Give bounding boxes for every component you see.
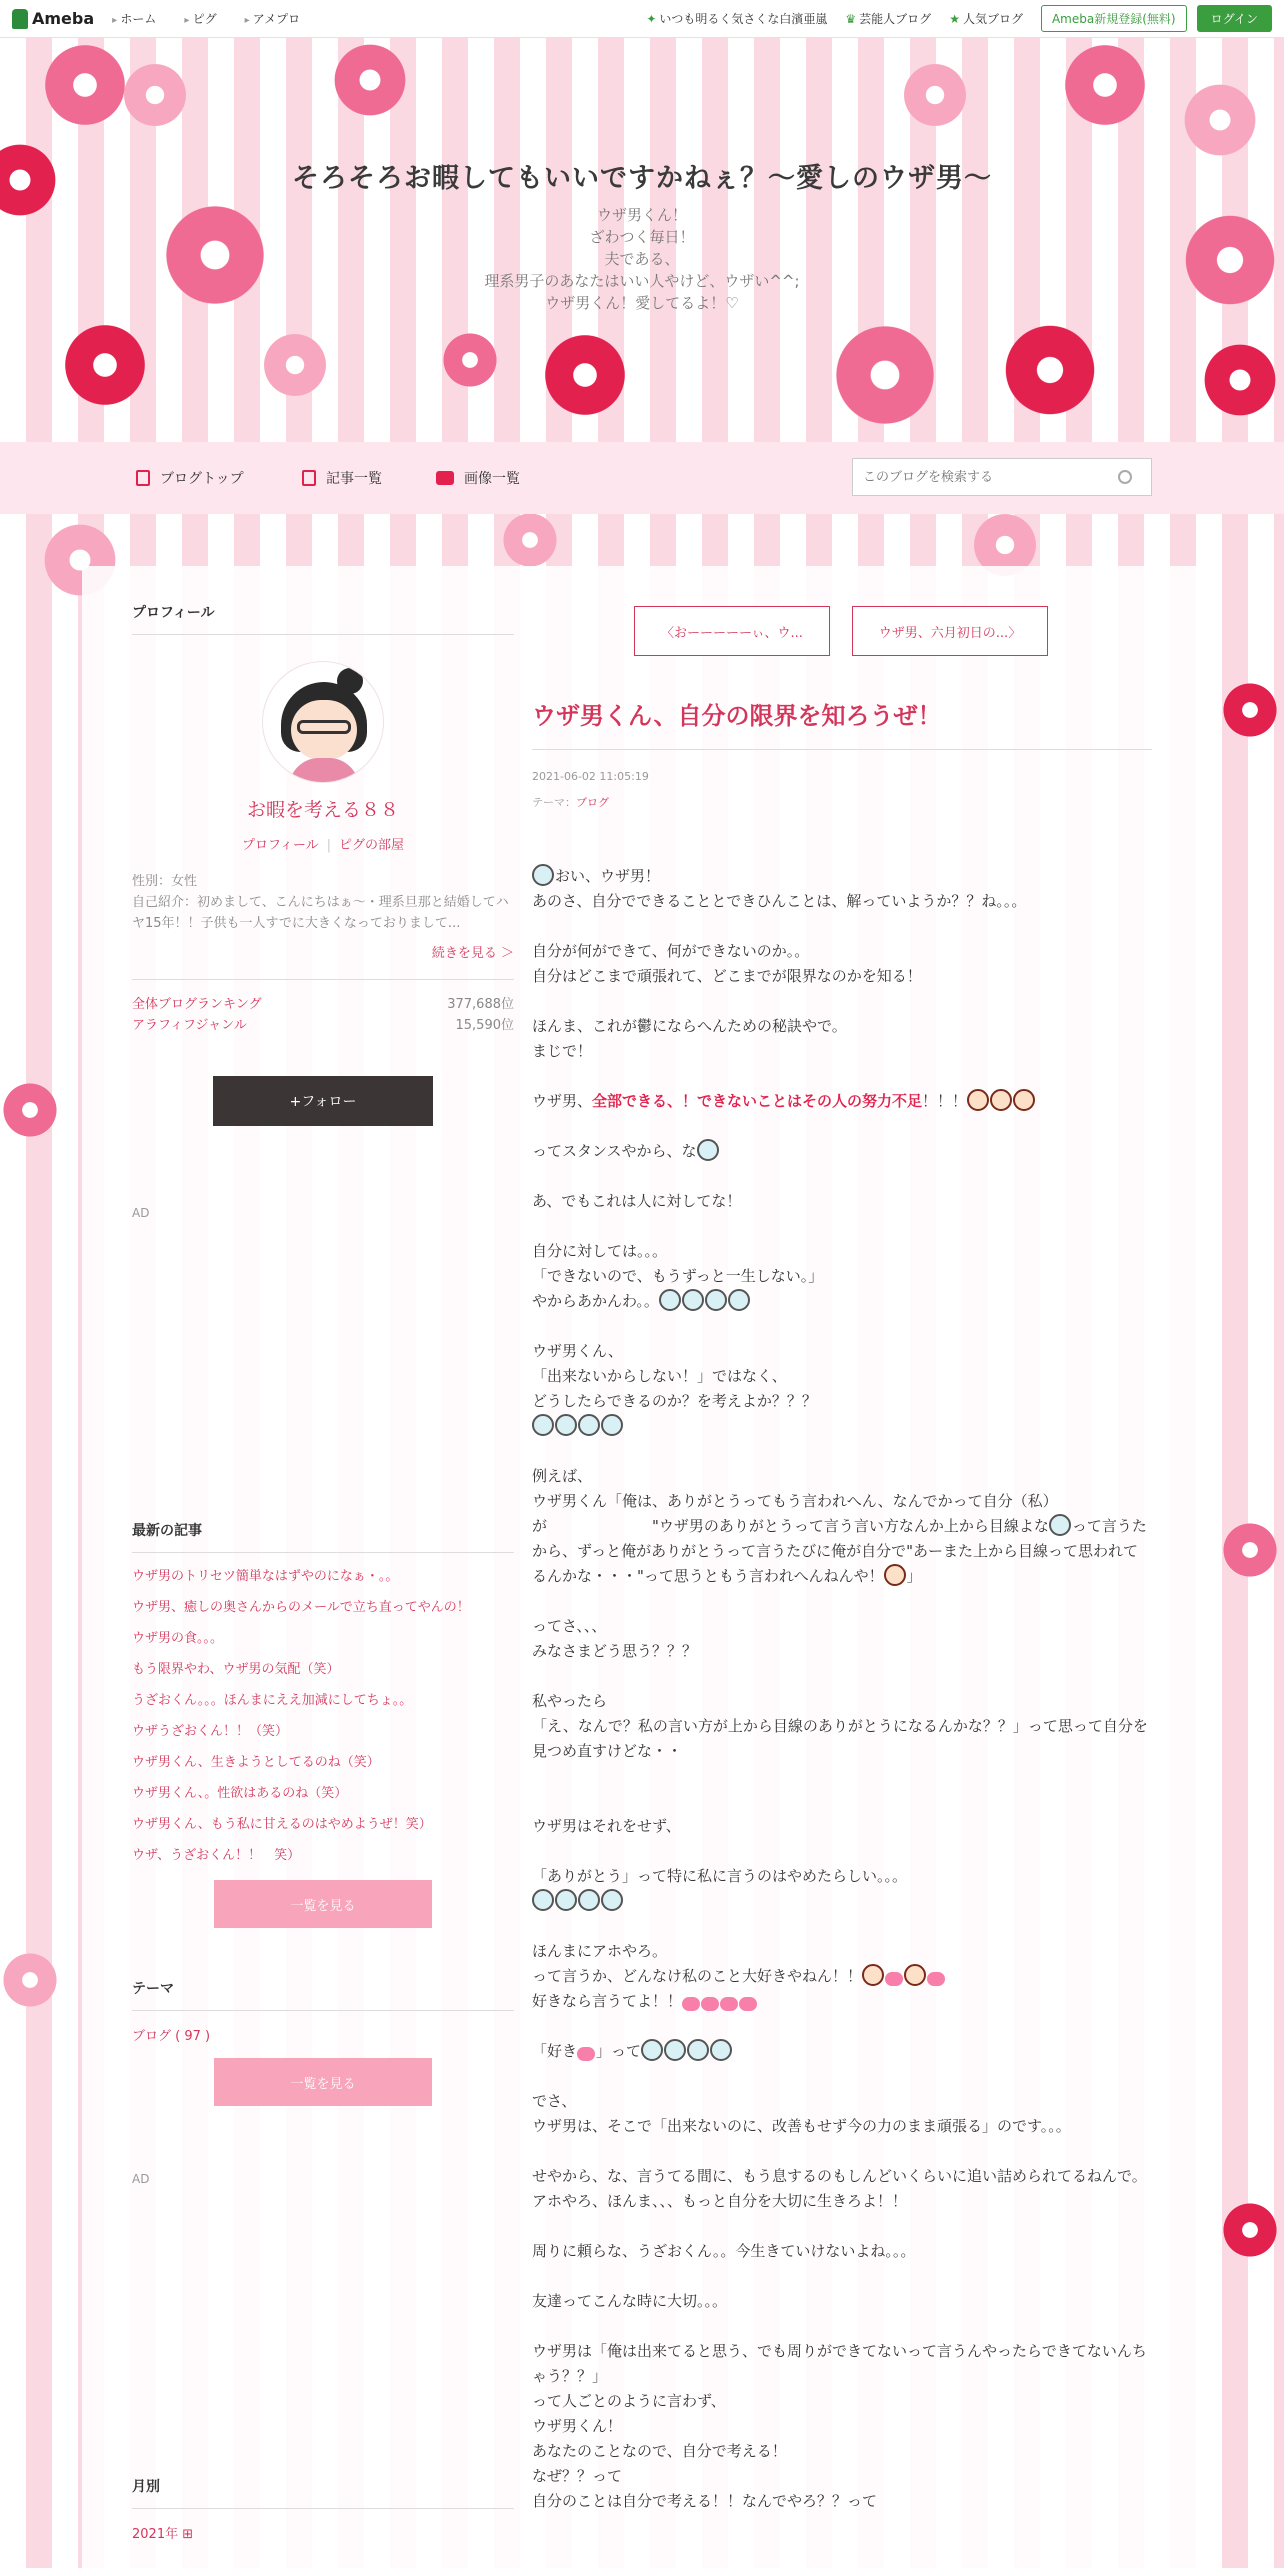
article-body: おい、ウザ男！ あのさ、自分でできることとできひんことは、解っていようか？？ね。。。 自分が何ができて、何ができないのか。。 自分はどこまで頑張れて、どこまでが限界なのかを知る！ ほんま、これが鬱にならへんための秘訣やで。 まじで！ ウザ男、全部できる、！できないことはその人の努力不足！！！ ってスタンスやから、な あ、でもこれは人に対してな！ 自分に対しては。。。 「できないので、もうずっと一生しない。」 やからあかんわ。。 ウザ男くん、 「出来ないからしない！」ではなく、 どうしたらできるのか？を考えよか？？？ 例えば、 ウザ男くん「俺は、ありがとうってもう言われへん、なんでかって自分（私）が "ウザ男のありがとうって言う言い方なんか上から目線よな って言うたから、ずっと俺がありがとうって言うたびに俺が自分で"あーまた上から目線って思われてるんかな・・・"って思うともう言われへんねんや！ 」 ってさ、、、 みなさまどう思う？？？ 私やったら 「え、なんで？私の言い方が上から目線のありがとうになるんかな？？」って思って自分を見つめ直すけどな・・ ウザ男はそれをせず、 「ありがとう」って特に私に言うのはやめたらしい。。。 ほんまにアホやろ。 って言うか、どんなけ私のこと大好きやねん！！ 好きなら言うてよ！！ 「好き 」って でさ、 ウザ男は、そこで「出来ないのに、改善もせず今の力のまま頑張る」のです。。。 せやから、な、言うてる間に、もう息するのもしんどいくらいに追い詰められてるねんで。 アホやろ、ほんま、、、もっと自分を大切に生きろよ！！ 周りに頼らな、うざおくん。。今生きていけないよね。。。 友達ってこんな時に大切。。。 ウザ男は「俺は出来てると思う、でも周りができてないって言うんやったらできてないんちゃう？？」 って人ごとのように言わず、 ウザ男くん！ あなたのことなので、自分で考える！ なぜ？？って 自分のことは自分で考える！！なんでやろ？？って xyxy=(532,864,1152,2539)
recent-article-link[interactable]: ウザ男のトリセツ簡単なはずやのになぁ・。。 xyxy=(132,1569,399,1584)
article-date: 2021-06-02 11:05:19 xyxy=(532,770,649,783)
copy-icon xyxy=(302,470,316,486)
see-all-articles-button[interactable]: 一覧を見る xyxy=(214,1880,432,1928)
emoji-icon xyxy=(697,1139,719,1161)
emoji-icon xyxy=(687,2039,709,2061)
emoji-icon xyxy=(728,1289,750,1311)
emoji-icon xyxy=(601,1889,623,1911)
follow-button[interactable]: +フォロー xyxy=(213,1076,433,1126)
heart-icon xyxy=(682,1997,700,2011)
emoji-icon xyxy=(862,1964,884,1986)
image-list-link[interactable]: 画像一覧 xyxy=(436,468,520,488)
profile-info: 性別：女性 自己紹介：初めまして、こんにちはぁ〜・理系旦那と結婚してハヤ15年！！子供も一人すでに大きくなっておりまして... xyxy=(132,874,509,931)
emoji-icon xyxy=(601,1414,623,1436)
profile-links: プロフィール | ピグの部屋 xyxy=(241,838,405,853)
emoji-icon xyxy=(532,1889,554,1911)
emoji-icon xyxy=(884,1564,906,1586)
heart-icon xyxy=(927,1972,945,1986)
ranking: 全体ブログランキング 377,688位 アラフィフジャンル 15,590位 xyxy=(132,979,514,1036)
global-nav xyxy=(112,10,328,27)
ad-label: AD xyxy=(132,1206,150,1220)
emoji-icon xyxy=(555,1889,577,1911)
heart-icon xyxy=(701,1997,719,2011)
recent-article-link[interactable]: ウザ、うざおくん！！ 笑） xyxy=(132,1848,301,1863)
emoji-icon xyxy=(578,1414,600,1436)
recent-article-link[interactable]: ウザ男の食。。。 xyxy=(132,1631,224,1646)
read-more-link[interactable]: 続きを見る ＞ xyxy=(431,946,514,961)
main-panel xyxy=(82,566,1202,2568)
recent-article-link[interactable]: ウザうざおくん！！（笑） xyxy=(132,1724,289,1739)
search-icon[interactable] xyxy=(1118,470,1132,484)
nav-home-link[interactable]: ▸ ホーム xyxy=(112,10,156,27)
nav-pigg-link[interactable]: ▸ ピグ xyxy=(184,10,216,27)
featured-blog-link[interactable]: ✦ いつも明るく気さくな白濱亜嵐 xyxy=(646,12,828,26)
blog-top-link[interactable]: ブログトップ xyxy=(136,468,244,488)
profile-heading: プロフィール xyxy=(132,602,514,635)
next-article-link[interactable]: ウザ男、六月初日の...〉 xyxy=(852,606,1048,656)
popular-blog-link[interactable]: ★ 人気ブログ xyxy=(949,12,1023,26)
recent-article-link[interactable]: ウザ男くん、もう私に甘えるのはやめようぜ！笑） xyxy=(132,1817,432,1832)
article-meta: 2021-06-02 11:05:19 テーマ：ブログ xyxy=(532,764,649,816)
camera-icon xyxy=(436,471,454,485)
emoji-icon xyxy=(1013,1089,1035,1111)
monthly-heading: 月別 xyxy=(132,2476,514,2509)
ameba-topbar xyxy=(0,0,1284,38)
emoji-icon xyxy=(578,1889,600,1911)
register-button[interactable]: Ameba新規登録(無料) xyxy=(1041,5,1187,32)
ameba-logo-icon xyxy=(12,9,28,29)
emoji-icon xyxy=(532,864,554,886)
heart-icon xyxy=(885,1972,903,1986)
emoji-icon xyxy=(682,1289,704,1311)
emoji-icon xyxy=(990,1089,1012,1111)
emoji-icon xyxy=(659,1289,681,1311)
emoji-icon xyxy=(641,2039,663,2061)
emoji-icon xyxy=(710,2039,732,2061)
login-button[interactable]: ログイン xyxy=(1197,5,1272,32)
blog-nav xyxy=(0,442,1284,514)
ad-label: AD xyxy=(132,2172,150,2186)
star-icon: ★ xyxy=(949,12,960,26)
ameba-logo[interactable]: Ameba xyxy=(12,9,94,29)
emoji-icon xyxy=(555,1414,577,1436)
heart-icon xyxy=(577,2047,595,2061)
overall-ranking-link[interactable]: 全体ブログランキング xyxy=(132,997,262,1012)
recent-article-link[interactable]: もう限界やわ、ウザ男の気配（笑） xyxy=(132,1662,340,1677)
crown-icon: ♛ xyxy=(845,12,857,26)
sidebar xyxy=(132,566,514,2542)
see-all-themes-button[interactable]: 一覧を見る xyxy=(214,2058,432,2106)
heart-icon xyxy=(739,1997,757,2011)
profile-link[interactable]: プロフィール xyxy=(241,838,319,853)
emoji-icon xyxy=(1049,1514,1071,1536)
emoji-icon xyxy=(967,1089,989,1111)
genre-ranking-link[interactable]: アラフィフジャンル xyxy=(132,1018,247,1033)
prev-article-link[interactable]: 〈おーーーーーぃ、ウ... xyxy=(634,606,830,656)
theme-heading: テーマ xyxy=(132,1978,514,2011)
recent-article-link[interactable]: うざおくん。。。ほんまにええ加減にしてちょ。。 xyxy=(132,1693,413,1708)
recent-articles xyxy=(132,1567,514,1866)
blog-header xyxy=(0,38,1284,442)
star-icon: ✦ xyxy=(646,12,657,26)
recent-article-link[interactable]: ウザ男くん、生きようとしてるのね（笑） xyxy=(132,1755,380,1770)
article-title[interactable]: ウザ男くん、自分の限界を知ろうぜ！ xyxy=(532,696,1152,750)
month-2021-link[interactable]: 2021年 ⊞ xyxy=(132,2527,194,2542)
emoji-icon xyxy=(904,1964,926,1986)
article-theme-link[interactable]: ブログ xyxy=(576,796,609,809)
emoji-icon xyxy=(532,1414,554,1436)
recent-heading: 最新の記事 xyxy=(132,1520,514,1553)
blog-search-input[interactable] xyxy=(852,458,1152,496)
article-list-link[interactable]: 記事一覧 xyxy=(302,468,382,488)
nav-amepro-link[interactable]: ▸ アメプロ xyxy=(245,10,300,27)
blog-description: ウザ男くん！ ざわつく毎日！ 夫である、 理系男子のあなたはいい人やけど、ウザい^^; ウザ男くん！愛してるよ！♡ xyxy=(484,206,800,312)
recent-article-link[interactable]: ウザ男、癒しの奥さんからのメールで立ち直ってやんの！ xyxy=(132,1600,470,1615)
pigg-room-link[interactable]: ピグの部屋 xyxy=(339,838,405,853)
blog-icon xyxy=(136,470,150,486)
heart-icon xyxy=(720,1997,738,2011)
theme-blog-link[interactable]: ブログ ( 97 ) xyxy=(132,2029,211,2044)
recent-article-link[interactable]: ウザ男くん、。性欲はあるのね（笑） xyxy=(132,1786,348,1801)
blog-title[interactable]: そろそろお暇してもいいですかねぇ？〜愛しのウザ男〜 xyxy=(292,163,992,194)
celebrity-blog-link[interactable]: ♛ 芸能人ブログ xyxy=(845,12,932,26)
emoji-icon xyxy=(705,1289,727,1311)
avatar[interactable] xyxy=(262,661,384,783)
emoji-icon xyxy=(664,2039,686,2061)
profile-name[interactable]: お暇を考える８８ xyxy=(246,799,399,821)
